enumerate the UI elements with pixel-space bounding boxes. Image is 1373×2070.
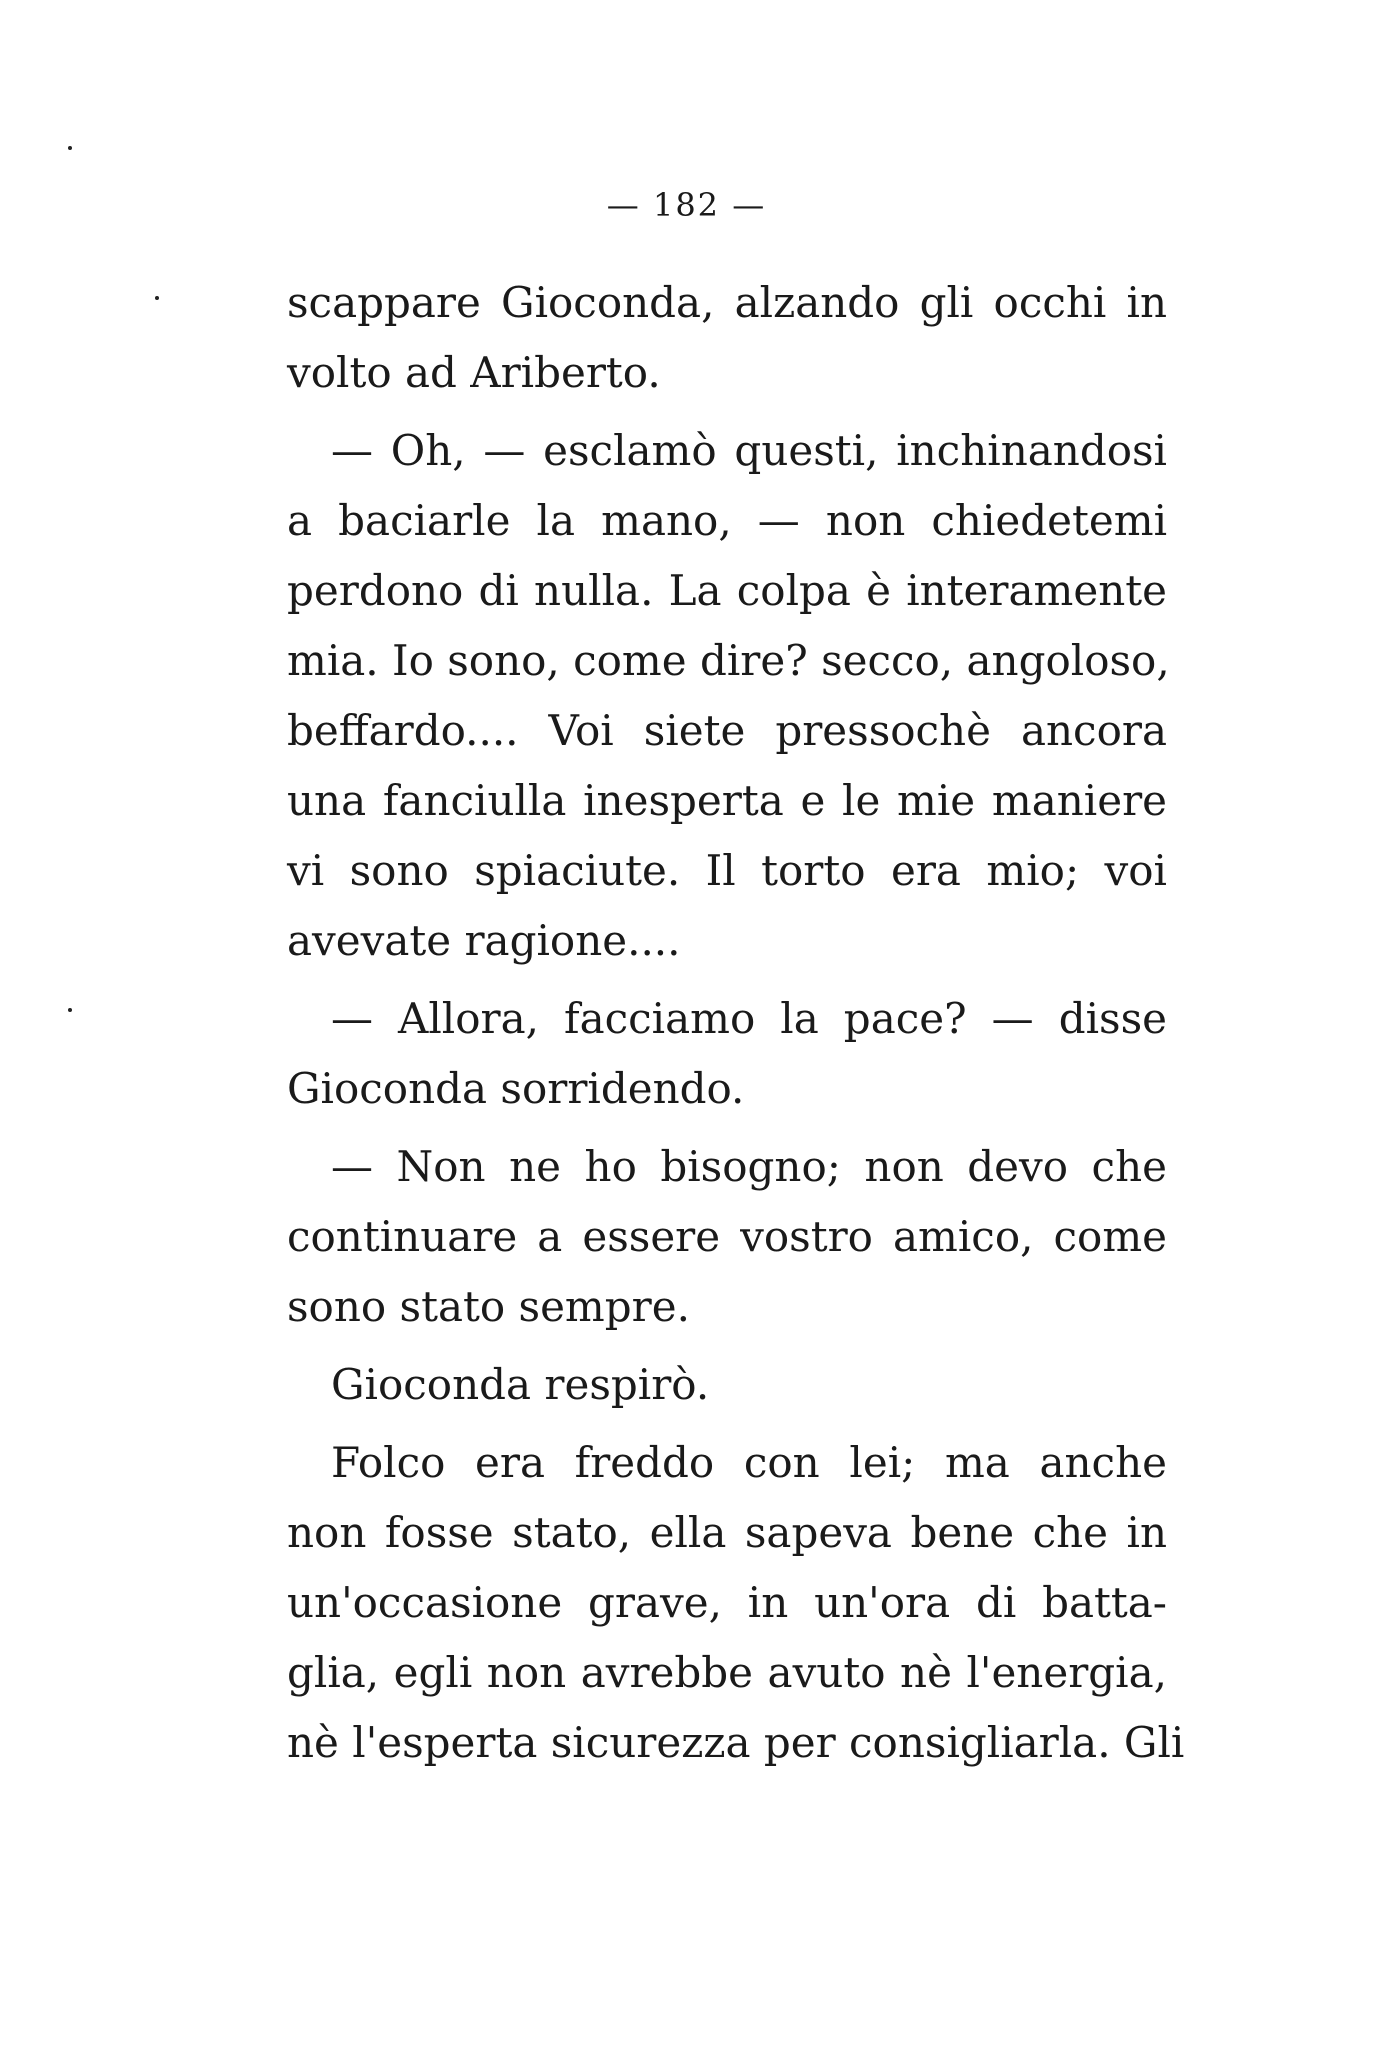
text-line: scappare Gioconda, alzando gli occhi in	[287, 278, 1167, 327]
text-line: — Oh, — esclamò questi, inchinandosi	[331, 426, 1167, 475]
text-line: Gioconda sorridendo.	[287, 1064, 745, 1113]
paragraph	[287, 1350, 1167, 1420]
paragraph	[287, 416, 1170, 976]
paragraph	[287, 1428, 1185, 1778]
text-line: Gioconda respirò.	[331, 1360, 710, 1409]
paragraph	[287, 1132, 1167, 1342]
text-line: volto ad Ariberto.	[287, 348, 661, 397]
paragraph	[287, 268, 1167, 408]
text-line: avevate ragione....	[287, 916, 681, 965]
text-line: mia. Io sono, come dire? secco, angoloso,	[287, 636, 1170, 685]
text-line: — Allora, facciamo la pace? — disse	[331, 994, 1167, 1043]
text-line: continuare a essere vostro amico, come	[287, 1212, 1167, 1261]
text-line: una fanciulla inesperta e le mie maniere	[287, 776, 1167, 825]
text-line: vi sono spiaciute. Il torto era mio; voi	[287, 846, 1167, 895]
paragraph	[287, 984, 1167, 1124]
text-line: beffardo.... Voi siete pressochè ancora	[287, 706, 1167, 755]
scan-speck	[155, 296, 159, 300]
page-body-text	[287, 268, 1185, 1786]
text-line: perdono di nulla. La colpa è interamente	[287, 566, 1167, 615]
text-line: sono stato sempre.	[287, 1282, 690, 1331]
text-line: un'occasione grave, in un'ora di batta-	[287, 1578, 1167, 1627]
scan-speck	[68, 1008, 72, 1012]
text-line: — Non ne ho bisogno; non devo che	[331, 1142, 1167, 1191]
text-line: a baciarle la mano, — non chiedetemi	[287, 496, 1167, 545]
text-line: Folco era freddo con lei; ma anche	[331, 1438, 1167, 1487]
scan-speck	[68, 146, 72, 150]
text-line: nè l'esperta sicurezza per consigliarla. Gli	[287, 1718, 1185, 1767]
page-number: — 182 —	[606, 186, 767, 224]
text-line: glia, egli non avrebbe avuto nè l'energia,	[287, 1648, 1167, 1697]
text-line: non fosse stato, ella sapeva bene che in	[287, 1508, 1167, 1557]
